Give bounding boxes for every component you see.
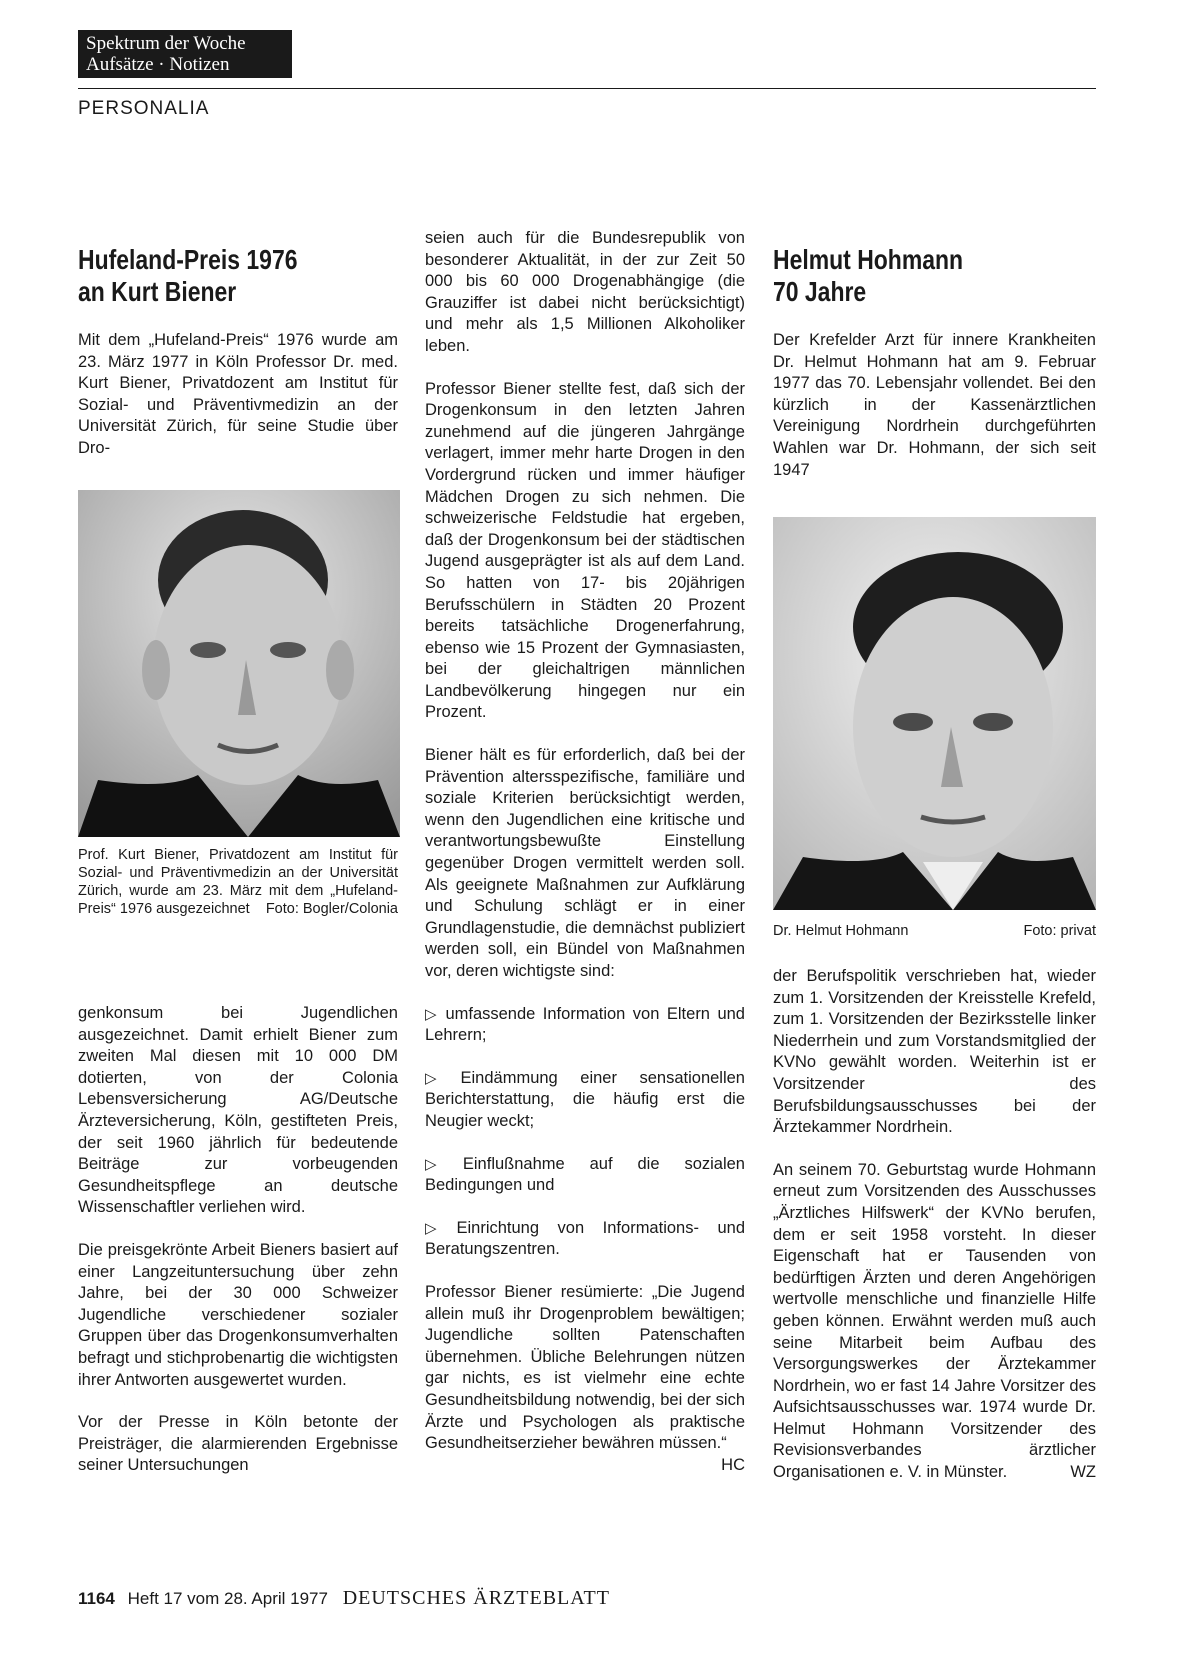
article2-column-bottom (773, 966, 1096, 1505)
article2-signature: WZ (1070, 1463, 1096, 1482)
article2-caption-credit: Foto: privat (1023, 923, 1096, 939)
article1-para6: Professor Biener stellte fest, daß sich der Drogenkonsum in den letzten Jahren zunehmend auf die jüngeren Jahrgänge verlagert, immer mehr harte Drogen in den Vordergrund rücken und immer häufiger Mädchen Drogen zu sich nehmen. Die schweizerische Feldstudie hat ergeben, daß der Drogenkonsum bei der städtischen Jugend ausgeprägter ist als auf dem Land. So hatten von 17- bis 20jährigen Berufsschülern in Städten 20 Prozent bereits tatsächliche Drogenerfahrung, ebenso wie 15 Prozent der Gymnasiasten, bei der gleichaltrigen männlichen Landbevölkerung hingegen nur ein Prozent. (425, 379, 745, 722)
bullet-item (425, 1004, 745, 1047)
article2-caption-block (773, 921, 1096, 943)
article1-para5: seien auch für die Bundesrepublik von besonderer Aktualität, in der zur Zeit 50 000 bis 60 000 Drogenabhängige (die Grauziffer ist dabei nicht berücksichtigt) und mehr als 1,5 Millionen Alkoholiker leben. (425, 229, 745, 355)
article1-caption-block (78, 846, 398, 918)
article1-para2: genkonsum bei Jugendlichen ausgezeichnet. Damit erhielt Biener zum zweiten Mal diesen mit 10 000 DM dotierten, von der Colonia Lebensversicherung AG/Deutsche Ärzteversicherung, Köln, gestifteten Preis, der seit 1960 jährlich für bedeutende Beiträge zur vorbeugenden Gesundheitspflege an deutsche Wissenschaftler verliehen wird. (78, 1004, 398, 1217)
article1-para8 (425, 1282, 745, 1474)
portrait-photo-icon (78, 490, 400, 837)
bullet-text: Einrichtung von Informations- und Beratungszentren. (425, 1218, 746, 1259)
bullet-text: Eindämmung einer sensationellen Berichterstattung, die häufig erst die Neugier weckt; (425, 1068, 745, 1130)
section-label: PERSONALIA (78, 98, 210, 119)
header-line-2: Aufsätze · Notizen (86, 54, 230, 75)
bullet-item (425, 1154, 745, 1197)
bullet-item (425, 1068, 745, 1133)
kurt-biener-photo (78, 490, 400, 837)
article2-para2: der Berufspolitik verschrieben hat, wieder zum 1. Vorsitzenden der Kreisstelle Krefeld, zum 1. Vorsitzenden der Bezirksstelle linker Niederrhein und zum Vorstandsmitglied der KVNo gewählt worden. Weiterhin ist er Vorsitzender des Berufsbildungsausschusses bei der Ärztekammer Nordrhein. (773, 967, 1096, 1137)
article2-caption: Dr. Helmut Hohmann (773, 923, 909, 939)
article1-column-middle (425, 228, 745, 1476)
article1-caption: Prof. Kurt Biener, Privatdozent am Institut für Sozial- und Präventivmedizin an der Universität Zürich, wurde am 23. März mit dem „Hufeland-Preis“ 1976 ausgezeichnet (78, 847, 398, 917)
article1-column-bottom (78, 1003, 398, 1498)
article1-signature: HC (721, 1455, 745, 1474)
article2-para1: Der Krefelder Arzt für innere Krankheiten Dr. Helmut Hohmann hat am 9. Februar 1977 das 70. Lebensjahr vollendet. Bei den kürzlich in der Kassenärztlichen Vereinigung Nordrhein durchgeführten Wahlen war Dr. Hohmann, der sich seit 1947 (773, 331, 1096, 479)
article1-title-line1: Hufeland-Preis 1976 (78, 244, 298, 275)
header-line-1: Spektrum der Woche (86, 33, 246, 54)
article2-title-line1: Helmut Hohmann (773, 244, 964, 275)
article2-para3 (773, 1160, 1096, 1484)
bullet-text: umfassende Information von Eltern und Lehrern; (425, 1004, 745, 1045)
triangle-bullet-icon: ▷ (425, 1155, 457, 1173)
article1-para4: Vor der Presse in Köln betonte der Preisträger, die alarmierenden Ergebnisse seiner Untersuchungen (78, 1413, 398, 1475)
article1-para1: Mit dem „Hufeland-Preis“ 1976 wurde am 23. März 1977 in Köln Professor Dr. med. Kurt Biener, Privatdozent am Institut für Sozial- und Präventivmedizin an der Universität Zürich, für seine Studie über Dro- (78, 331, 398, 457)
portrait-photo-icon (773, 517, 1096, 910)
article1-title-line2: an Kurt Biener (78, 276, 237, 307)
header-rule (78, 88, 1096, 89)
article2-title-line2: 70 Jahre (773, 276, 867, 307)
article1-para8-text: Professor Biener resümierte: „Die Jugend allein muß ihr Drogenproblem bewältigen; Jugendliche sollten Patenschaften übernehmen. Übliche Belehrungen nützen gar nichts, es ist vielmehr eine echte Gesundheitsbildung notwendig, bei der sich Ärzte und Psychologen als praktische Gesundheitserzieher bewähren müssen.“ (425, 1282, 745, 1453)
journal-name: DEUTSCHES ÄRZTEBLATT (342, 1587, 610, 1609)
bullet-text: Einflußnahme auf die sozialen Bedingungen und (425, 1154, 745, 1195)
article1-caption-credit: Foto: Bogler/Colonia (265, 901, 398, 917)
article1-column-top (78, 244, 398, 481)
article2-column-top (773, 244, 1096, 502)
bullet-item (425, 1218, 745, 1261)
page-number: 1164 (78, 1589, 115, 1608)
triangle-bullet-icon: ▷ (425, 1005, 440, 1023)
helmut-hohmann-photo (773, 517, 1096, 910)
article2-caption-row (773, 921, 1096, 943)
article1-para7: Biener hält es für erforderlich, daß bei der Prävention altersspezifische, familiäre und soziale Kriterien berücksichtigt werden, wenn den Jugendlichen eine kritische und verantwortungsbewußte Einstellung gegenüber Drogen vermittelt werden soll. Als geeignete Maßnahmen zur Aufklärung und Schulung schlägt er in einer Grundlagenstudie, die demnächst publiziert werden soll, ein Bündel von Maßnahmen vor, deren wichtigste sind: (425, 746, 745, 980)
article2-para3-text: An seinem 70. Geburtstag wurde Hohmann erneut zum Vorsitzenden des Ausschusses „Ärztliches Hilfswerk“ der KVNo berufen, dem er seit 1958 vorsteht. In dieser Eigenschaft hat er Tausenden von bedürftigen Ärzten und deren Angehörigen wertvolle menschliche und finanzielle Hilfe geben können. Erwähnt werden muß auch seine Mitarbeit beim Aufbau des Versorgungswerkes der Ärztekammer Nordrhein, wo er fast 14 Jahre Vorsitzer des Aufsichtsausschusses war. 1974 wurde Dr. Helmut Hohmann Vorsitzender des Revisionsverbandes ärztlicher Organisationen e. V. in Münster. (773, 1160, 1096, 1482)
page-footer (78, 1587, 610, 1610)
article1-para3: Die preisgekrönte Arbeit Bieners basiert auf einer Langzeituntersuchung über zehn Jahre, bei der 30 000 Schweizer Jugendliche verschiedener sozialer Gruppen über das Drogenkonsumverhalten befragt und stichprobenartig die wichtigsten ihrer Antworten ausgewertet wurden. (78, 1240, 398, 1389)
triangle-bullet-icon: ▷ (425, 1069, 455, 1087)
triangle-bullet-icon: ▷ (425, 1219, 451, 1237)
section-header-box (78, 30, 292, 78)
issue-info: Heft 17 vom 28. April 1977 (127, 1589, 328, 1608)
